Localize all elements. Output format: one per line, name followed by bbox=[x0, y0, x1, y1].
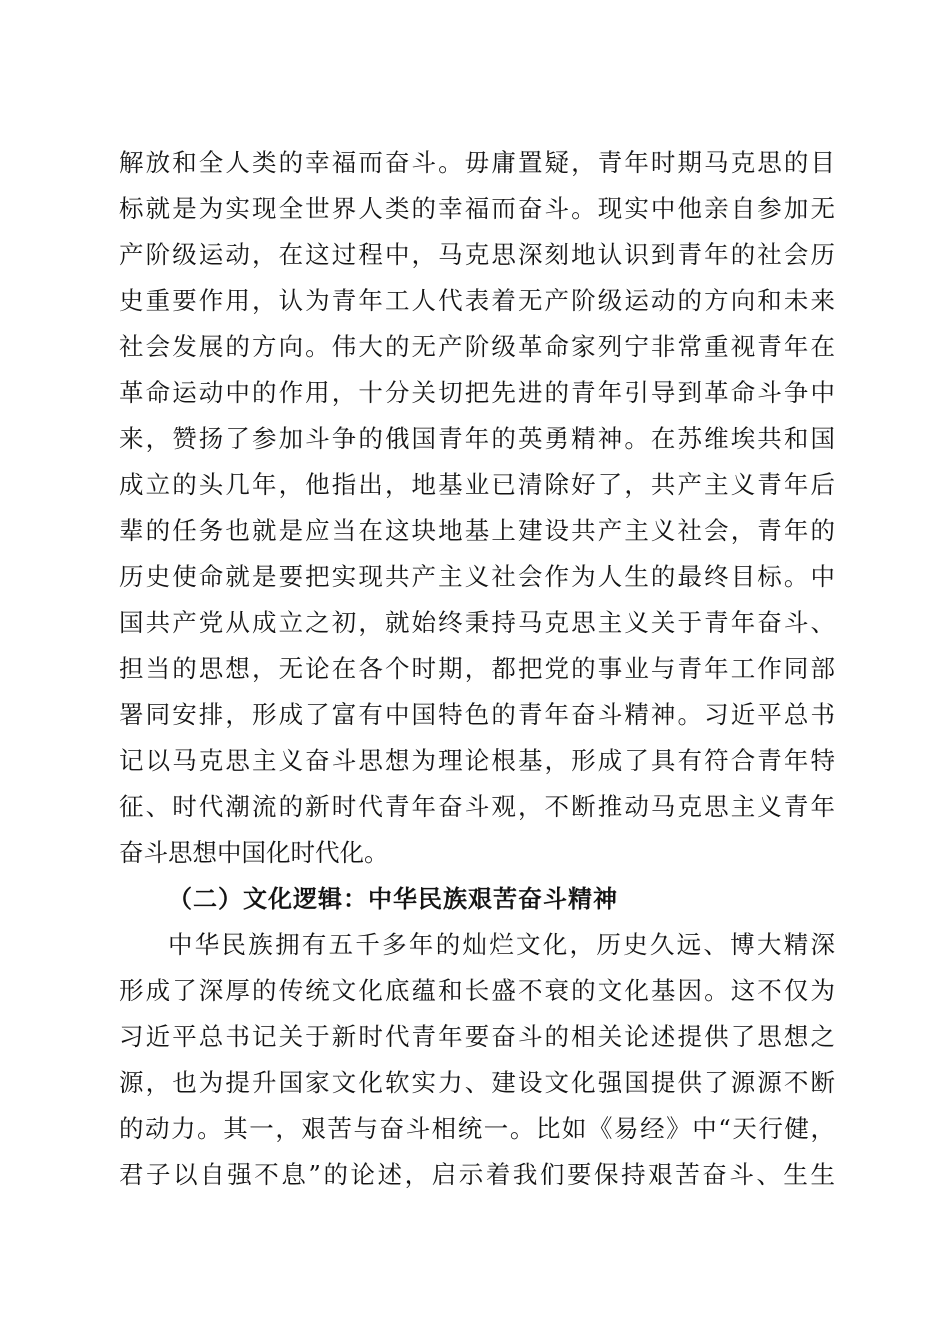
paragraph-line: 记以马克思主义奋斗思想为理论根基，形成了具有符合青年特 bbox=[119, 746, 835, 775]
paragraph-line: 史重要作用，认为青年工人代表着无产阶级运动的方向和未来 bbox=[119, 286, 835, 315]
paragraph-line: 担当的思想，无论在各个时期，都把党的事业与青年工作同部 bbox=[119, 654, 835, 683]
paragraph-line: 产阶级运动，在这过程中，马克思深刻地认识到青年的社会历 bbox=[119, 240, 835, 269]
paragraph-line: 中华民族拥有五千多年的灿烂文化，历史久远、博大精深 bbox=[168, 930, 835, 959]
paragraph-line: 源，也为提升国家文化软实力、建设文化强国提供了源源不断 bbox=[119, 1068, 835, 1097]
paragraph-line: 成立的头几年，他指出，地基业已清除好了，共产主义青年后 bbox=[119, 470, 835, 499]
paragraph-line: 社会发展的方向。伟大的无产阶级革命家列宁非常重视青年在 bbox=[119, 332, 835, 361]
paragraph-line: 奋斗思想中国化时代化。 bbox=[119, 838, 389, 867]
paragraph-line: 习近平总书记关于新时代青年要奋斗的相关论述提供了思想之 bbox=[119, 1022, 835, 1051]
paragraph-line: 形成了深厚的传统文化底蕴和长盛不衰的文化基因。这不仅为 bbox=[119, 976, 835, 1005]
paragraph-line: 解放和全人类的幸福而奋斗。毋庸置疑，青年时期马克思的目 bbox=[119, 148, 835, 177]
paragraph-line: 革命运动中的作用，十分关切把先进的青年引导到革命斗争中 bbox=[119, 378, 835, 407]
section-heading: （二）文化逻辑：中华民族艰苦奋斗精神 bbox=[168, 885, 618, 913]
paragraph-line: 辈的任务也就是应当在这块地基上建设共产主义社会，青年的 bbox=[119, 516, 835, 545]
paragraph-line: 署同安排，形成了富有中国特色的青年奋斗精神。习近平总书 bbox=[119, 700, 835, 729]
paragraph-line: 君子以自强不息”的论述，启示着我们要保持艰苦奋斗、生生 bbox=[119, 1160, 835, 1189]
paragraph-line: 标就是为实现全世界人类的幸福而奋斗。现实中他亲自参加无 bbox=[119, 194, 835, 223]
paragraph-line: 历史使命就是要把实现共产主义社会作为人生的最终目标。中 bbox=[119, 562, 835, 591]
paragraph-line: 国共产党从成立之初，就始终秉持马克思主义关于青年奋斗、 bbox=[119, 608, 835, 637]
paragraph-line: 来，赞扬了参加斗争的俄国青年的英勇精神。在苏维埃共和国 bbox=[119, 424, 835, 453]
paragraph-line: 的动力。其一，艰苦与奋斗相统一。比如《易经》中“天行健， bbox=[119, 1114, 835, 1143]
paragraph-line: 征、时代潮流的新时代青年奋斗观，不断推动马克思主义青年 bbox=[119, 792, 835, 821]
